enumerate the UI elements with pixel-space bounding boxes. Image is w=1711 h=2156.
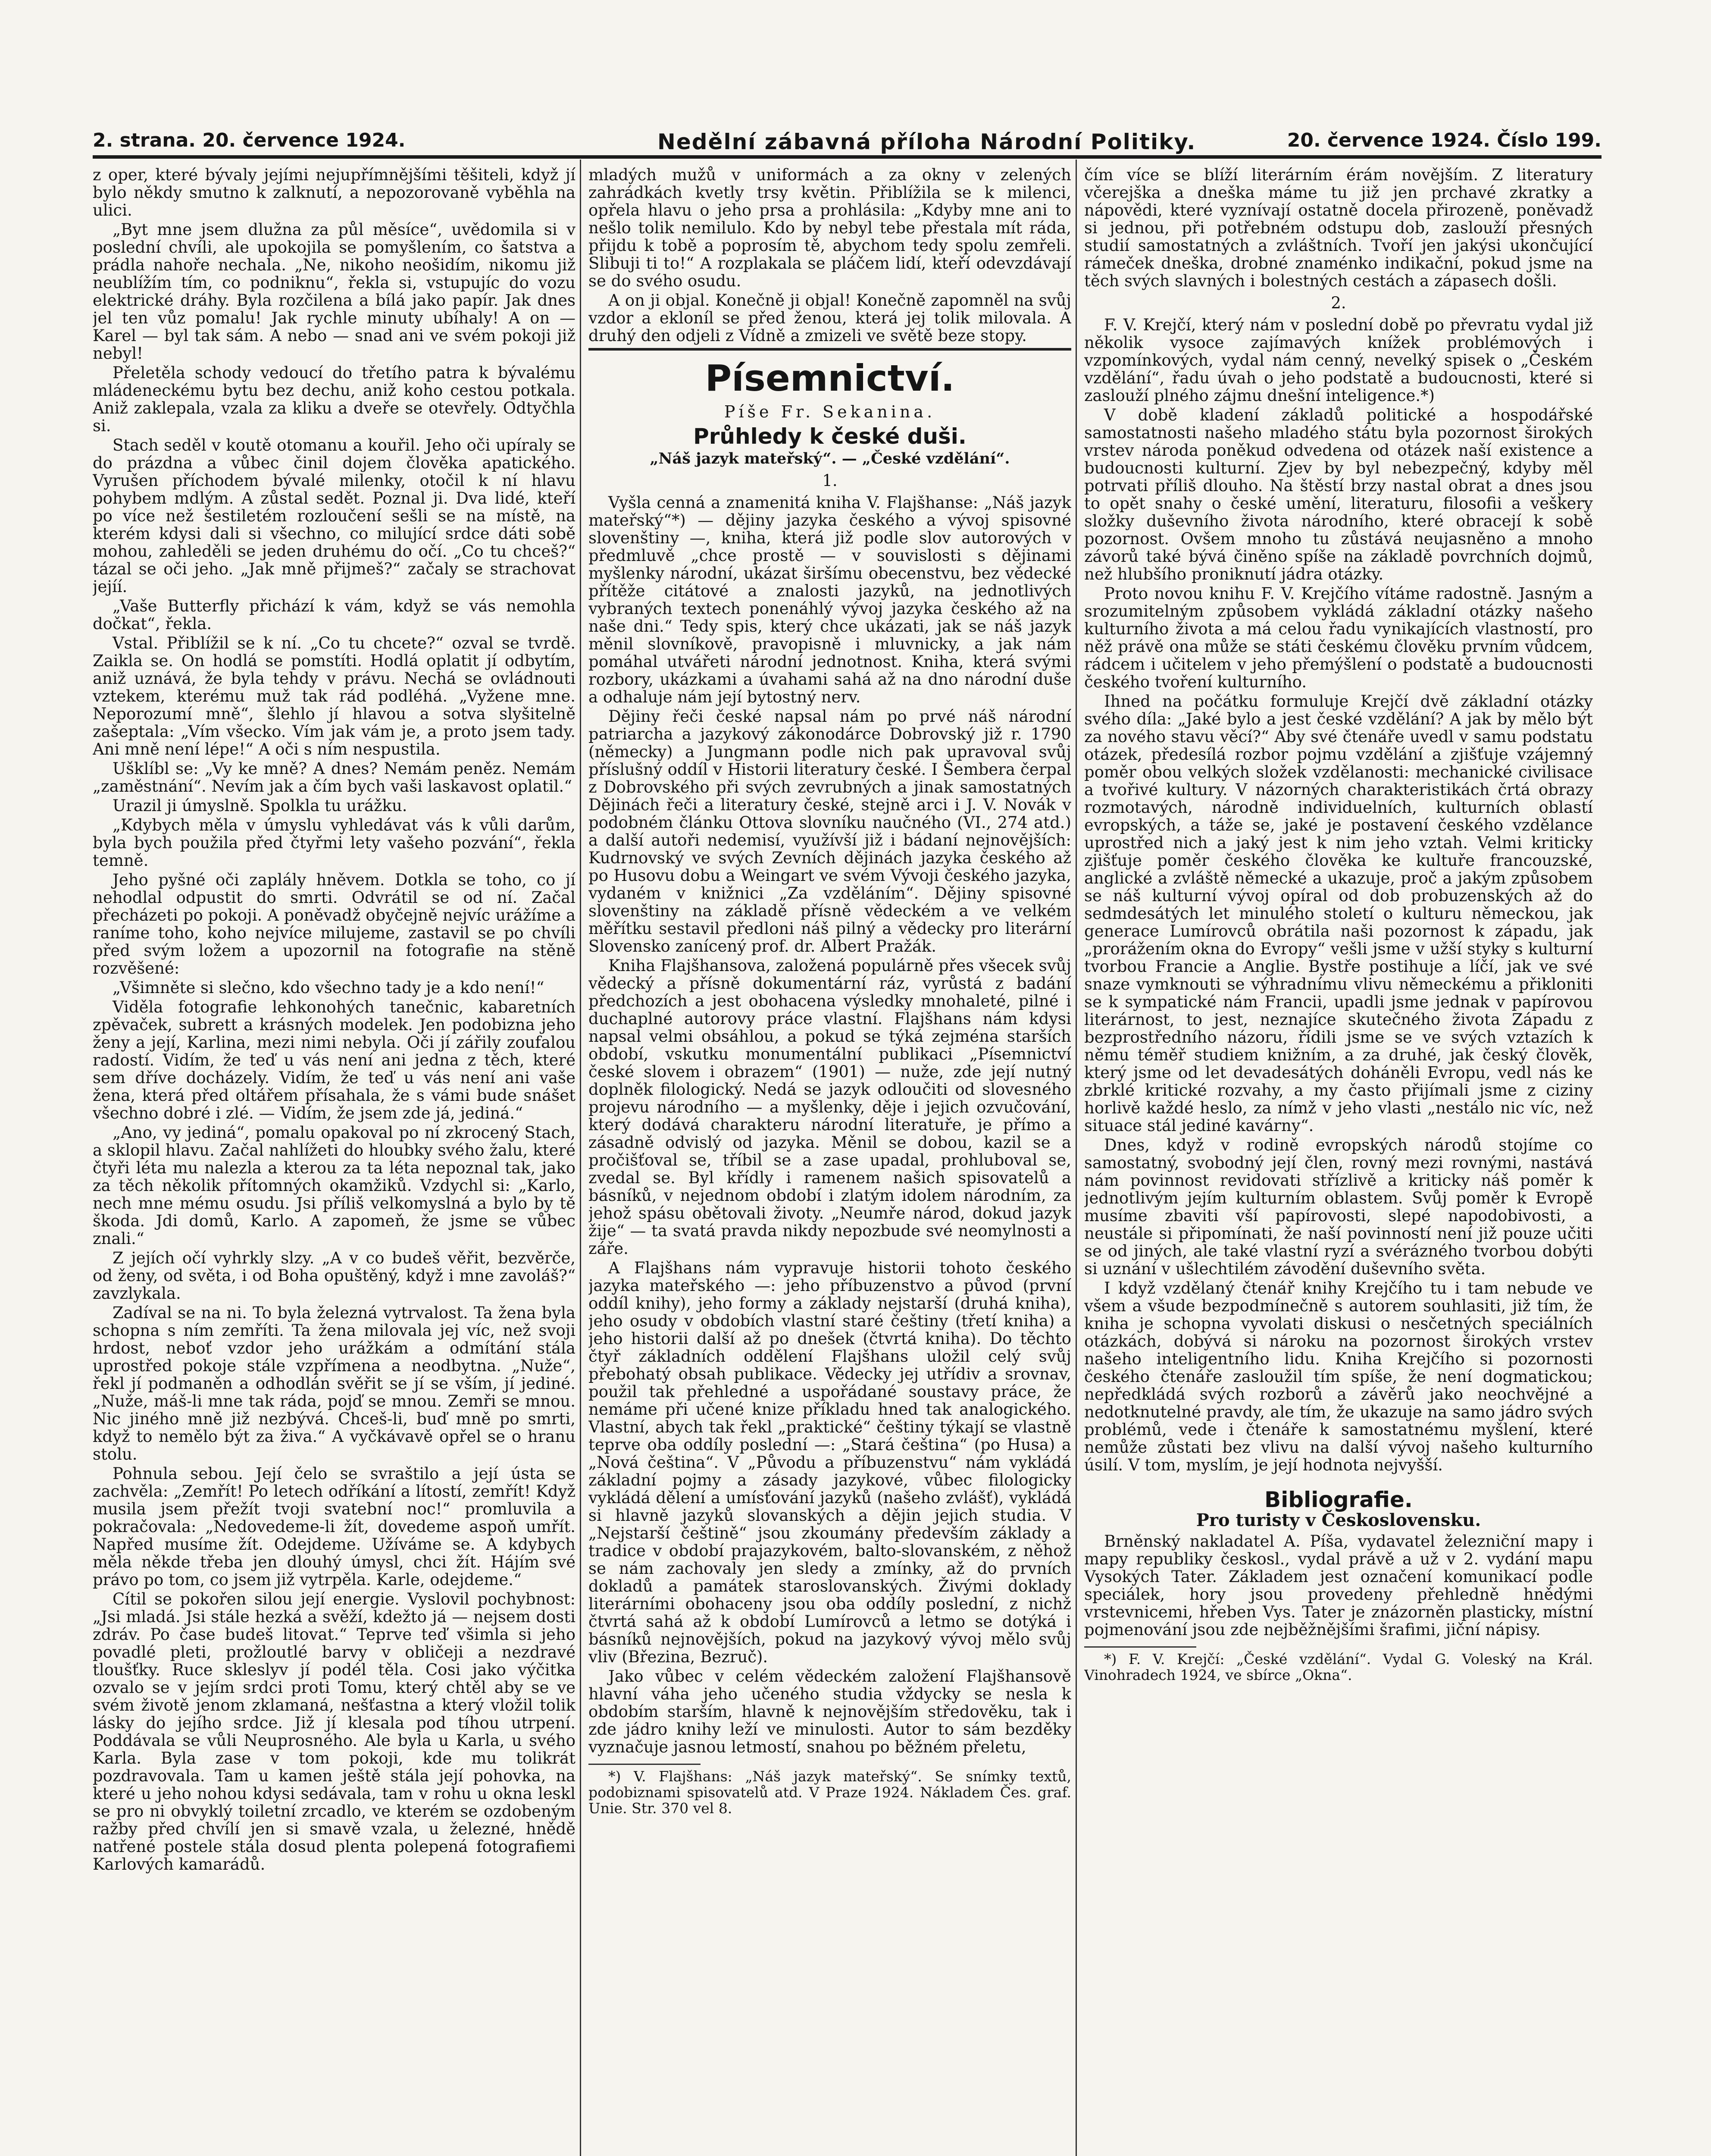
bibliography-title: Bibliografie. <box>1264 1487 1413 1512</box>
footnote: *) V. Flajšhans: „Náš jazyk mateřský“. Se snímky textů, podobiznami spisovatelů atd. V Praze 1924. Nákladem Čes. graf. Unie. Str. 370 vel 8. <box>588 1768 1071 1817</box>
paragraph: Z jejích očí vyhrkly slzy. „A v co budeš věřit, bezvěrče, od ženy, od světa, i od Boha opuštěný, když i mne zavoláš?“ zavzlykala. <box>93 1249 576 1303</box>
column-2-literature <box>588 166 1071 2156</box>
section-numeral: 2. <box>1331 294 1346 312</box>
paragraph: Dnes, když v rodině evropských národů stojíme co samostatný, svobodný její člen, rovný mezi rovnými, nastává nám povinnost revidovati střízlivě a kriticky náš poměr k jednotlivým jejím kulturním oblastem. Svůj poměr k Evropě musíme zbaviti vší papírovosti, slepé napodobivosti, a neustále si připomínati, že naší povinností není již pouze učiti se od jiných, ale také vlastní ryzí a svérázného tvorbou dobýti si uznání v ušlechtilém závodění duševního světa. <box>1084 1136 1593 1278</box>
section-rule <box>588 348 1071 351</box>
header-date-left: 2. strana. 20. července 1924. <box>93 129 406 151</box>
paragraph: A on ji objal. Konečně ji objal! Konečně zapomněl na svůj vzdor a ekloníl se před ženou, která jej tolik milovala. A druhý den odjeli z Vídně a zmizeli ve světě beze stopy. <box>588 291 1071 345</box>
article-subheadline: „Náš jazyk mateřský“. — „České vzdělání“. <box>650 450 1010 467</box>
byline: Píše Fr. Sekanina. <box>724 402 936 421</box>
header-rule <box>93 155 1602 159</box>
section-numeral: 1. <box>822 471 838 490</box>
paragraph: F. V. Krejčí, který nám v poslední době po převratu vydal již několik vysoce zajímavých knížek problémových i vzpomínkových, vydal nám cenný, nevelký spisek o „Českém vzdělání“, řadu úvah o jeho podstatě a budoucnosti, které si zaslouží plného zájmu dnešní inteligence.*) <box>1084 316 1593 405</box>
paragraph: Přeletěla schody vedoucí do třetího patra k bývalému mládeneckému bytu bez dechu, aniž koho cestou potkala. Aniž zaklepala, vzala za kliku a dveře se otevřely. Odtyčhla si. <box>93 364 576 435</box>
paragraph: „Vaše Butterfly přichází k vám, když se vás nemohla dočkat“, řekla. <box>93 597 576 633</box>
paragraph: Proto novou knihu F. V. Krejčího vítáme radostně. Jasným a srozumitelným způsobem vykládá základní otázky našeho kulturního života a má celou řadu vynikajících vlastností, pro něž právě ona může se státi českému člověku prvním vůdcem, rádcem i učitelem v jeho přemýšlení o podstatě a budoucnosti českého tvoření kulturního. <box>1084 584 1593 691</box>
paragraph: Cítil se pokořen silou její energie. Vyslovil pochybnost: „Jsi mladá. Jsi stále hezká a svěží, kdežto já — nejsem dosti zdráv. Po čase budeš litovat.“ Teprve teď všimla si jeho povadlé pleti, prožloutlé barvy v obličeji a nezdravé tloušťky. Ruce skleslyv jí podél těla. Cosi jako výčitka ozvalo se v jejím srdci proti Tomu, který chtěl aby se ve svém životě jenom zklamaná, nešťastna a který vložil tolik lásky do jejího srdce. Již jí klesala pod tíhou utrpení. Poddávala se vůli Neuprosného. Ale byla u Karla, u svého Karla. Byla zase v tom pokoji, kde mu tolikrát pozdravovala. Tam u kamen ještě stála její pohovka, na které u jeho nohou kdysi sedávala, tam v rohu u okna leskl se pro ni obvyklý toiletní zrcadlo, ve kterém se ozdobeným ražby před chvílí jen si smavě vzala, u železné, hnědě natřené postele stála dosud plenta polepená fotografiemi Karlových kamarádů. <box>93 1590 576 1874</box>
paragraph: V době kladení základů politické a hospodářské samostatnosti našeho mladého státu byla pozornost širokých vrstev národa poněkud odvedena od otázek naší existence a budoucnosti kulturní. Zjev by byl nebezpečný, kdyby měl potrvati příliš dlouho. Na štěstí brzy nastal obrat a dnes jsou to opět snahy o české umění, literaturu, filosofii a veškery složky duševního života národního, které obracejí k sobě pozornost. Ovšem mnoho tu zůstává neujasněno a mnoho závorů také bývá činěno spíše na základě povrchních dojmů, než hlubšího proniknutí jádra otázky. <box>1084 406 1593 583</box>
paragraph: mladých mužů v uniformách a za okny v zelených zahrádkách kvetly trsy květin. Přiblížila se k milenci, opřela hlavu o jeho prsa a prohlásila: „Kdyby mne ani to nešlo tolik nemilulo. Kdo by nebyl tebe přestala mít ráda, přijdu k tobě a poprosím tě, abychom tedy spolu zemřeli. Slibuji ti to!“ A rozplakala se pláčem lidí, kteří odevzdávají se do svého osudu. <box>588 166 1071 290</box>
bibliography-subtitle: Pro turisty v Československu. <box>1196 1510 1481 1530</box>
column-1-story <box>93 166 576 2156</box>
paragraph: „Ano, vy jediná“, pomalu opakoval po ní zkrocený Stach, a sklopil hlavu. Začal nahlížeti do hloubky svého žalu, které čtyři léta mu nalezla a kterou za ta léta nepoznal tak, jako za těch několik přítomných okamžiků. Vzdychl si: „Karlo, nech mne mému osudu. Jsi příliš velkomyslná a bylo by tě škoda. Jdi domů, Karlo. A zapomeň, že jsme se vůbec znali.“ <box>93 1123 576 1248</box>
column-3-literature <box>1084 166 1593 2156</box>
paragraph: z oper, které bývaly jejími nejupřímnějšími těšiteli, když jí bylo někdy smutno k zalknutí, a nepozorovaně vyběhla na ulici. <box>93 166 576 219</box>
paragraph: I když vzdělaný čtenář knihy Krejčího tu i tam nebude ve všem a všude bezpodmínečně s autorem souhlasiti, již tím, že kniha je schopna vyvolati diskusi o nesčetných speciálních otázkách, dobývá si nároku na pozornost širokých vrstev našeho inteligentního lidu. Kniha Krejčího si pozornosti českého čtenáře zasloužil tím spíše, že není dogmatickou; nepředkládá svých rozborů a závěrů jako neochvějné a nedotknutelné pravdy, ale tím, že ukazuje na samo jádro svých problémů, vede i čtenáře k samostatnému myšlení, které nemůže zůstati bez vlivu na další vývoj našeho kulturního úsilí. V tom, myslím, je její hodnota nejvyšší. <box>1084 1279 1593 1474</box>
paragraph: Zadíval se na ni. To byla železná vytrvalost. Ta žena byla schopna s ním zemříti. Ta žena milovala jej víc, než svoji hrdost, neboť vzdor jeho urážkám a odmítání stála uprostřed pokoje stále vzpřímena a neodbytna. „Nuže“, řekl jí podmaněn a odhodlán svěřit se jí se vším, jí jediné. „Nuže, máš-li mne tak ráda, pojď se mnou. Zemři se mnou. Nic jiného mně již nezbývá. Chceš-li, buď mně po smrti, když to nemělo být za živa.“ A vyčkávavě opřel se o hranu stolu. <box>93 1304 576 1463</box>
paragraph: Vstal. Přiblížil se k ní. „Co tu chcete?“ ozval se tvrdě. Zaikla se. On hodlá se pomstíti. Hodlá oplatit jí odbytím, aniž uznává, že byla tehdy v právu. Nechá se ovládnouti vztekem, kterému muž tak rád podléhá. „Vyžene mne. Neporozumí mně“, šlehlo jí hlavou a sotva slyšitelně zašeptala: „Vím všecko. Vím jak vám je, a proto jsem tady. Ani mně není lépe!“ A oči s ním nespustila. <box>93 634 576 758</box>
paragraph: Viděla fotografie lehkonohých tanečnic, kabaretních zpěvaček, subrett a krásných modelek. Jen podobizna jeho ženy a její, Karlina, mezi nimi nebyla. Oči jí zářily zoufalou radostí. Vidím, že teď u vás není ani jedna z těch, které sem dříve docházely. Vidím, že teď u vás není ani vaše žena, která před oltářem přísahala, že s vámi bude snášet všechno dobré i zlé. — Vidím, že jsem zde já, jediná.“ <box>93 998 576 1122</box>
paragraph: Urazil ji úmyslně. Spolkla tu urážku. <box>113 796 407 815</box>
column-divider-2 <box>1076 160 1077 2156</box>
paragraph: čím více se blíží literárním érám novějším. Z literatury včerejška a dneška máme tu již jen prchavé zkratky a nápovědi, které vyznívají ostatně docela přirozeně, poněvadž si jednou, při potřebném odstupu dob, zaslouží přesných studií samostatných a zvláštních. Tvoří jen jakýsi ukončující rámeček dneška, drobné znaménko indikační, pokud jsme na těch svých slavných i bolestných cestách a zápasech došli. <box>1084 166 1593 290</box>
header-issue-number: 20. července 1924. Číslo 199. <box>1287 129 1602 151</box>
column-divider-1 <box>580 160 581 2156</box>
footnote-rule <box>588 1764 701 1765</box>
page-header <box>93 129 1602 155</box>
paragraph: „Všimněte si slečno, kdo všechno tady je a kdo není!“ <box>113 978 544 997</box>
paragraph: „Kdybych měla v úmyslu vyhledávat vás k vůli darům, byla bych použila před čtyřmi lety vašeho pozvání“, řekla temně. <box>93 816 576 870</box>
paragraph: Ušklíbl se: „Vy ke mně? A dnes? Nemám peněz. Nemám „zaměstnání“. Nevím jak a čím bych vaši laskavost oplatil.“ <box>93 759 576 796</box>
paragraph: Pohnula sebou. Její čelo se svraštilo a její ústa se zachvěla: „Zemřít! Po letech odříkání a lítostí, zemřít! Když musila jsem přežít tvoji svatební noc!“ promluvila a pokračovala: „Nedovedeme-li žít, dovedeme aspoň umřít. Napřed musíme žít. Odejdeme. Užíváme se. A kdybych měla někde třeba jen dlouhý úmysl, chci žít. Hájím své právo po tom, co jsem již vytrpěla. Karle, odejdeme.“ <box>93 1464 576 1589</box>
paragraph: Dějiny řeči české napsal nám po prvé náš národní patriarcha a jazykový zákonodárce Dobrovský již r. 1790 (německy) a Jungmann podle nich pak upravoval svůj příslušný oddíl v Historii literatury české. I Šembera čerpal z Dobrovského při svých zevrubných a jinak samostatných Dějinách řeči a literatury české, stejně arci i J. V. Novák v podobném článku Ottova slovníku naučného (VI., 274 atd.) a další autoři nedemisí, využívší již i bádaní nejnovějších: Kudrnovský ve svých Zevních dějinách jazyka českého až po Husovu dobu a Weingart ve svém Vývoji českého jazyka, vydaném v knižnici „Za vzděláním“. Dějiny spisovné slovenštiny na základě přísně vědeckém a ve velkém měřítku sestavil předloni náš pilný a vědecky pro literární Slovensko zanícený prof. dr. Albert Pražák. <box>588 707 1071 956</box>
article-headline: Průhledy k české duši. <box>693 424 967 449</box>
section-title: Písemnictví. <box>705 357 955 399</box>
paragraph: Vyšla cenná a znamenitá kniha V. Flajšhanse: „Náš jazyk mateřský“*) — dějiny jazyka českého a vývoj spisovné slovenštiny —, kniha, která již podle slov autorových v předmluvě „chce prostě — v souvislosti s dějinami myšlenky národní, ukázat širšímu obecenstvu, bez vědecké přítěže citátové a znalosti jazyků, na jednotlivých vybraných textech ponenáhlý vývoj jazyka českého až na naše dni.“ Tedy spis, který chce ukázati, jak se náš jazyk měnil slovníkově, pravopisně i mluvnicky, a jak nám pomáhal utvářeti národní jednotnost. Kniha, která svými rozbory, ukázkami a úvahami sahá až na dno národní duše a odhaluje nám její bytostný nerv. <box>588 493 1071 706</box>
bibliography-paragraph: Brněnský nakladatel A. Píša, vydavatel železniční mapy i mapy republiky českosl., vydal právě a už v 2. vydání mapu Vysokých Tater. Základem jest označení komunikací podle speciálek, hory jsou provedeny přehledně hnědými vrstevnicemi, hřeben Vys. Tater je znázorněn plasticky, místní pojmenování jsou zde nejběžnějšími šraﬁmi, jiční nápisy. <box>1084 1532 1593 1639</box>
paragraph: Jako vůbec v celém vědeckém založení Flajšhansově hlavní váha jeho učeného studia vždycky se nesla k obdobím starším, hlavně k nejnovějším středověku, tak i zde jádro knihy leží ve minulosti. Autor to sám bezděky vyznačuje jasnou letmostí, snahou po běžném přeletu, <box>588 1667 1071 1756</box>
paragraph: Ihned na počátku formuluje Krejčí dvě základní otázky svého díla: „Jaké bylo a jest české vzdělání? A jak by mělo být za nového stavu věcí?“ Aby své čtenáře uvedl v samu podstatu otázek, předesílá rozbor pojmu vzdělání a zjišťuje vzájemný poměr obou velkých složek vzdělanosti: mechanické civilisace a tvořivé kultury. V názorných charakteristikách črtá obrazy rozmotavých, národně individuelních, kulturních oblastí evropských, a táže se, jaké je postavení českého vzdělance uprostřed nich a jaký jest k nim jeho vztah. Velmi kriticky zjišťuje poměr českého člověka ke kultuře francouzské, anglické a zvláště německé a ukazuje, proč a jakým způsobem se náš kulturní vývoj opíral od dob probuzenských až do sedmdesátých let minulého století o kulturu německou, jak generace Lumírovců obrátila naši pozornost k západu, jak „prorážením okna do Evropy“ vešli jsme v užší styky s kulturní tvorbou Francie a Anglie. Bystře postihuje a líčí, jak ve své snaze vymknouti se výhradnímu vlivu německému a přikloniti se k sympatické nám Francii, upadli jsme jednak v papírovou literárnost, to jest, neznajíce skutečného života Západu z bezprostředního názoru, řídili jsme se ve svých vztazích k němu téměř studiem knižním, a za druhé, jak český člověk, který jsme od let devadesátých doháněli Evropu, vedl nás ke zbrklé kritické rozvahy, a my často přijímali jsme z ciziny horlivě každé heslo, za nímž v jeho vlasti „nestálo nic víc, než situace stál jediné kavárny“. <box>1084 692 1593 1135</box>
paragraph: „Byt mne jsem dlužna za půl měsíce“, uvědomila si v poslední chvíli, ale upokojila se pomyšlením, co šatstva a prádla nahoře nechala. „Ne, nikoho neošidím, nikomu již neublížím tím, co podniknu“, řekla si, vstupujíc do vozu elektrické dráhy. Byla rozčilena a bílá jako papír. Jak dnes jel ten vůz pomalu! Jak rychle minuty ubíhaly! A on — Karel — byl tak sám. A nebo — snad ani ve svém pokoji již nebyl! <box>93 220 576 363</box>
footnote-rule <box>1084 1646 1196 1648</box>
header-masthead: Nedělní zábavná příloha Národní Politiky. <box>657 129 1196 154</box>
paragraph: A Flajšhans nám vypravuje historii tohoto českého jazyka mateřského —: jeho příbuzenstvo a původ (první oddíl knihy), jeho formy a základy nejstarší (druhá kniha), jeho osudy v obdobích vlastní staré češtiny (třetí kniha) a jeho historii další až po dnešek (čtvrtá kniha). Do těchto čtyř základních oddělení Flajšhans uložil celý svůj přebohatý obsah publikace. Vědecky jej utřídiv a srovnav, použil tak přehledné a uspořádané soustavy práce, že nemáme při učené knize příkladu hned tak analogického. Vlastní, abych tak řekl „praktické“ češtiny týkají se vlastně teprve oba oddíly poslední —: „Stará čeština“ (po Husa) a „Nová čeština“. V „Původu a příbuzenstvu“ nám vykládá základní pojmy a zásady jazykové, vůbec filologicky vykládá dělení a umísťování jazyků (našeho zvlášť), vykládá si hlavně jazyků slovanských a dějin jejich studia. V „Nejstarší češtině“ jsou zkoumány především základy a tradice v období prajazykovém, balto-slovanském, z něhož se nám zachovaly jen sledy a zmínky, až do prvních dokladů a památek staroslovanských. Živými doklady literárními obohaceny jsou oba oddíly poslední, z nichž čtvrtá sahá až k období Lumírovců a letmo se dotýká i básníků nejnovějších, pokud na jazykový vývoj mělo svůj vliv (Březina, Bezruč). <box>588 1259 1071 1666</box>
paragraph: Jeho pyšné oči zaplály hněvem. Dotkla se toho, co jí nehodlal odpustit do smrti. Odvrátil se od ní. Začal přecházeti po pokoji. A poněvadž obyčejně nejvíc urážíme a raníme toho, koho nejvíce milujeme, zastavil se po chvíli před svým ložem a upozornil na fotografie na stěně rozvěšené: <box>93 871 576 978</box>
paragraph: Stach seděl v koutě otomanu a kouřil. Jeho oči upíraly se do prázdna a vůbec činil dojem člověka apatického. Vyrušen příchodem bývalé milenky, otočil k ní hlavu pohybem mdlým. A zůstal sedět. Poznal ji. Dva lidé, kteří po více než šestiletém rozloučení sešli se na místě, na kterém kdysi dali si všechno, co milující srdce dáti sobě mohou, zahleděli se jeden druhému do očí. „Co tu chceš?“ tázal se oči jeho. „Jak mně přijmeš?“ začaly se strachovat jejíí. <box>93 436 576 596</box>
footnote: *) F. V. Krejčí: „České vzdělání“. Vydal G. Voleský na Král. Vinohradech 1924, ve sbírce „Okna“. <box>1084 1651 1593 1683</box>
paragraph: Kniha Flajšhansova, založená populárně přes všecek svůj vědecký a přísně dokumentární ráz, vyrůstá z badání předchozích a jest obohacena výsledky mnohaleté, pilné i duchaplné autorovy práce vlastní. Flajšhans nám kdysi napsal velmi obsáhlou, a pokud se týká zejména starších období, vskutku monumentální publikaci „Písemnictví české slovem i obrazem“ (1901) — nuže, zde její nutný doplněk filologický. Nedá se jazyk odloučiti od slovesného projevu národního — a myšlenky, děje i jejich ozvučování, který dodává charakteru národní literatuře, je přímo a zásadně odvislý od jazyka. Měnil se dobou, kazil se a pročišťoval se, tříbil se a zase upadal, prohluboval se, zvedal se. Byl křídly i ramenem našich spisovatelů a básníků, v nejednom období i zlatým idolem národním, za jehož spásu obětovali životy. „Neumře národ, dokud jazyk žije“ — ta svatá pravda nikdy nepozbude své neomylnosti a záře. <box>588 956 1071 1258</box>
